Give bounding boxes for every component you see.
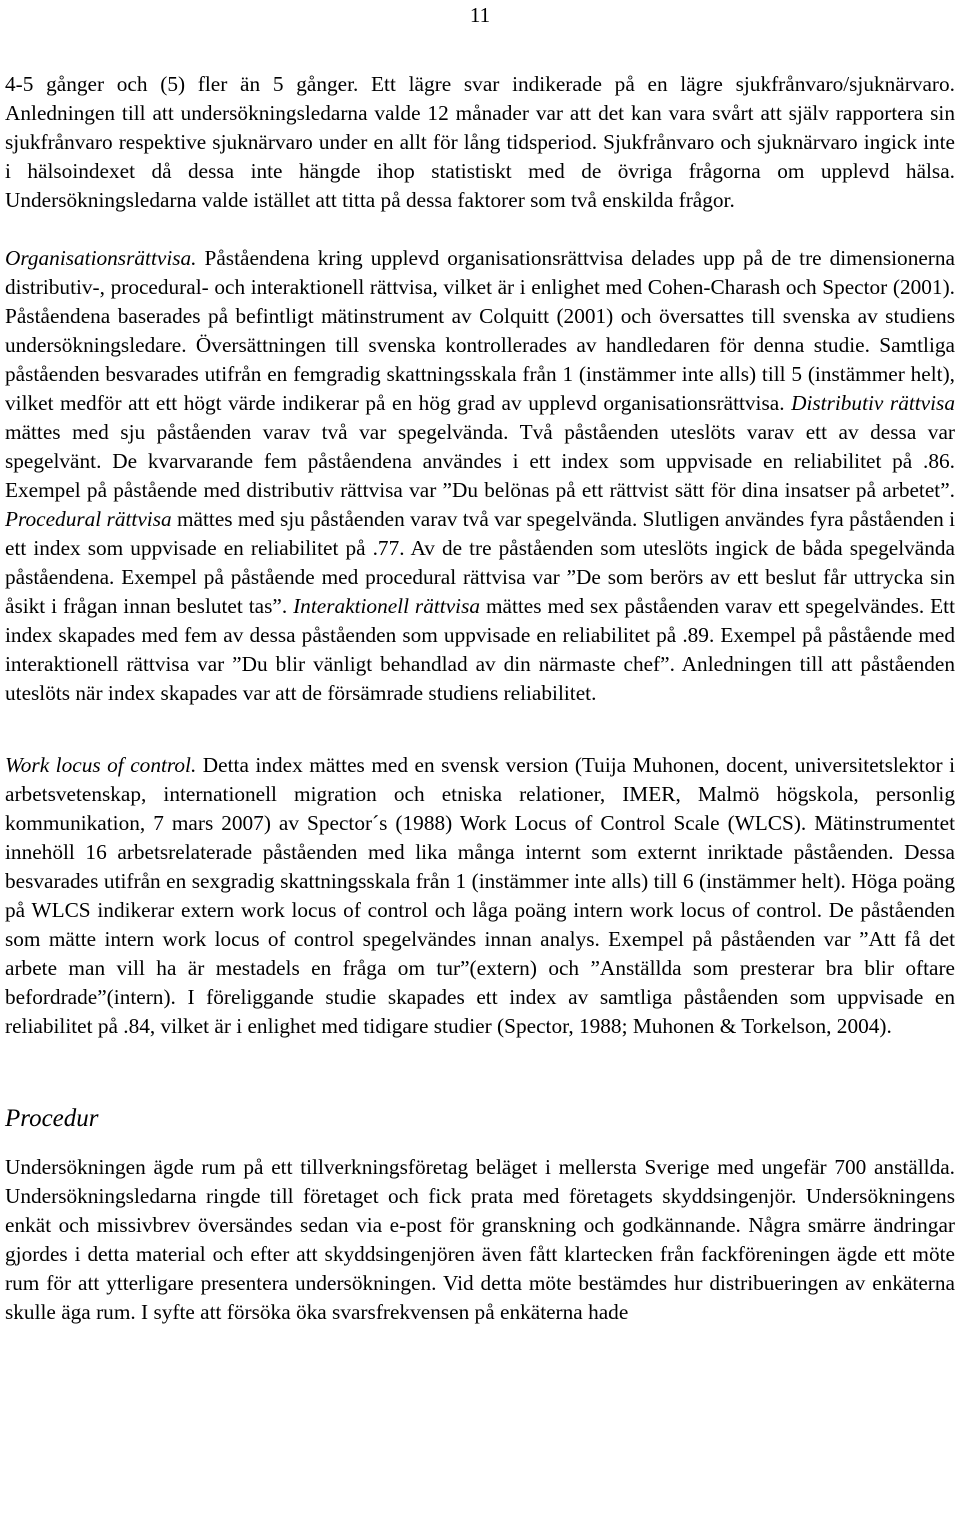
org-text-3: mättes med sju påståenden varav två var spegelvända. Slutligen användes fyra påståenden i ett index som uppvisade en reliabilitet på .77. Av de tre påståenden som uteslöts ingick de båda spegelvända påståendena. Exempel på påstående med procedural rättvisa var ”De som berörs av ett beslut får uttrycka sin åsikt i frågan innan beslutet tas”. [5,507,955,618]
interactional-label: Interaktionell rättvisa [293,594,481,618]
org-heading: Organisationsrättvisa. [5,246,197,270]
distributive-label: Distributiv rättvisa [791,391,955,415]
org-text-1: Påståendena kring upplevd organisationsrättvisa delades upp på de tre dimensionerna distributiv-, procedural- och interaktionell rättvisa, vilket är i enlighet med Cohen-Charash och Spector (2001). Påståendena baserades på befintligt mätinstrument av Colquitt (2001) och översattes till svenska av studiens undersökningsledare. Översättningen till svenska kontrollerades av handledaren för denna studie. Samtliga påståenden besvarades utifrån en femgradig skattningsskala från 1 (instämmer inte alls) till 5 (instämmer helt), vilket medför att ett högt värde indikerar på en hög grad av upplevd organisationsrättvisa. [5,246,955,415]
paragraph-intro [5,70,955,215]
section-heading-procedur: Procedur [5,1105,99,1132]
procedural-label: Procedural rättvisa [5,507,172,531]
paragraph-work-locus-of-control [5,751,955,1041]
paragraph-organisationsrattvisa [5,244,955,708]
intro-text-1: 4-5 gånger och (5) fler än 5 gånger. Ett lägre svar indikerade på en lägre sjukfrånvaro/sjuknärvaro. Anledningen till att undersökningsledarna valde 12 månader var att det kan vara svårt att själv rapportera sin sjukfrånvaro respektive sjuknärvaro under en allt för lång tidsperiod. [5,72,955,154]
wloc-text: Detta index mättes med en svensk version (Tuija Muhonen, docent, universitetslektor i arbetsvetenskap, internationell migration och etniska relationer, IMER, Malmö högskola, personlig kommunikation, 7 mars 2007) av Spector´s (1988) Work Locus of Control Scale (WLCS). Mätinstrumentet innehöll 16 arbetsrelaterade påståenden med lika många internt som externt inriktade påståenden. Dessa besvarades utifrån en sexgradig skattningsskala från 1 (instämmer inte alls) till 6 (instämmer helt). Höga poäng på WLCS indikerar extern work locus of control och låga poäng intern work locus of control. De påståenden som mätte intern work locus of control spegelvändes innan analys. Exempel på påståenden var ”Att få det arbete man vill ha är mestadels en fråga om tur”(extern) och ”Anställda som presterar bra blir oftare befordrade”(intern). I föreliggande studie skapades ett index av samtliga påståenden som uppvisade en reliabilitet på .84, vilket är i enlighet med tidigare studier (Spector, 1988; Muhonen & Torkelson, 2004). [5,753,955,1038]
org-text-4: mättes med sex påståenden varav ett spegelvändes. Ett index skapades med fem av dessa påståenden som uppvisade en reliabilitet på .89. Exempel på påstående med interaktionell rättvisa var ”Du blir vänligt behandlad av din närmaste chef”. Anledningen till att påståenden uteslöts när index skapades var att de försämrade studiens reliabilitet. [5,594,955,705]
page-number: 11 [469,3,491,27]
wloc-heading: Work locus of control. [5,753,197,777]
paragraph-procedur: Undersökningen ägde rum på ett tillverkningsföretag beläget i mellersta Sverige med ungefär 700 anställda. Undersökningsledarna ringde till företaget och fick prata med företagets skyddsingenjör. Undersökningens enkät och missivbrev översändes sedan via e-post för granskning och godkännande. Några smärre ändringar gjordes i detta material och efter att skyddsingenjören även fått klartecken från fackföreningen ägde ett möte rum för att ytterligare presentera undersökningen. Vid detta möte bestämdes hur distribueringen av enkäterna skulle äga rum. I syfte att försöka öka svarsfrekvensen på enkäterna hade [5,1155,955,1324]
intro-text-2: Sjukfrånvaro och sjuknärvaro ingick inte i hälsoindexet då dessa inte hängde ihop statistiskt med de övriga frågorna om upplevd hälsa. Undersökningsledarna valde istället att titta på dessa faktorer som två enskilda frågor. [5,130,955,212]
org-text-2: mättes med sju påståenden varav två var spegelvända. Två påståenden uteslöts varav ett av dessa var spegelvänt. De kvarvarande fem påståendena användes i ett index som uppvisade en reliabilitet på .86. Exempel på påstående med distributiv rättvisa var ”Du belönas på ett rättvist sätt för dina insatser på arbetet”. [5,420,955,502]
document-body [5,70,955,1327]
